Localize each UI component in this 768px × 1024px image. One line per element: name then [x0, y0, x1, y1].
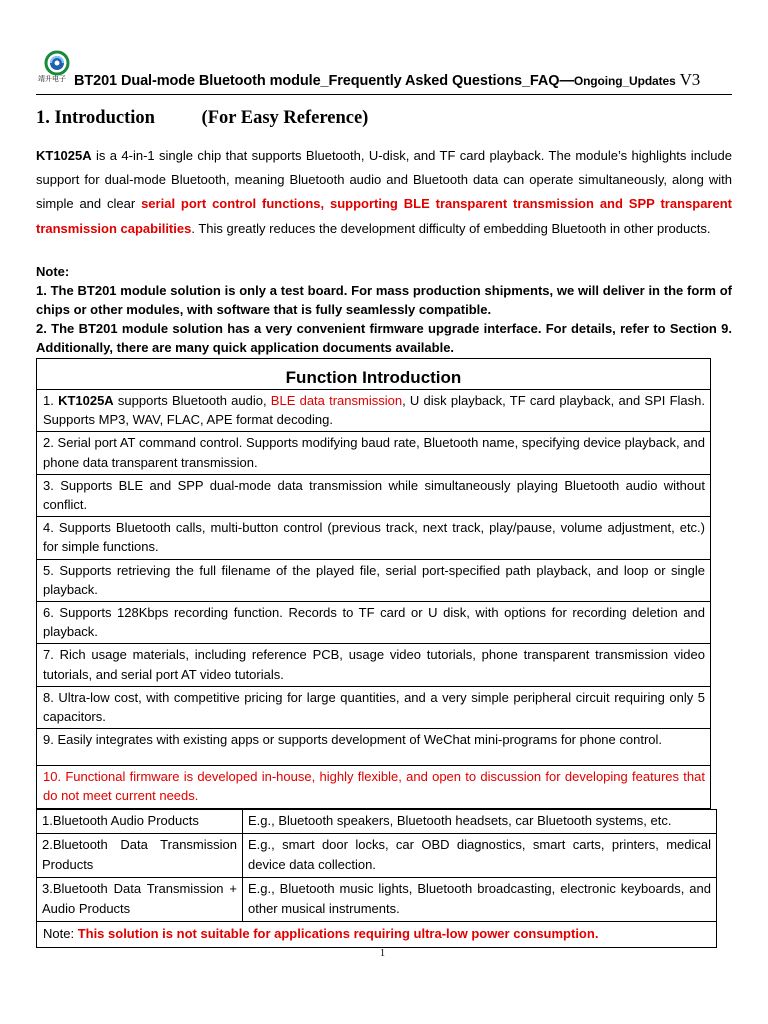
note-block	[36, 262, 732, 357]
function-row: 3. Supports BLE and SPP dual-mode data transmission while simultaneously playing Bluetooth audio without conflict.	[37, 475, 710, 517]
document-title	[74, 70, 700, 90]
note-item: 2. The BT201 module solution has a very convenient firmware upgrade interface. For details, refer to Section 9. Additionally, there are many quick application documents available.	[36, 321, 732, 355]
title-updates: Ongoing_Updates	[573, 74, 676, 88]
app-category: 3.Bluetooth Data Transmission + Audio Products	[37, 877, 243, 921]
table-row	[37, 833, 717, 877]
note-label: Note:	[36, 264, 70, 279]
function-row-text: , U disk playback, TF card playback, and SPI Flash. Supports MP3, WAV, FLAC, APE format decoding.	[43, 393, 705, 428]
function-row-model: KT1025A	[58, 393, 114, 408]
section-subtitle: (For Easy Reference)	[201, 108, 369, 128]
app-note-label: Note:	[43, 925, 78, 941]
section-number: 1.	[36, 108, 50, 128]
function-table-title: Function Introduction	[37, 359, 710, 390]
title-main: BT201 Dual-mode Bluetooth module_Frequently Asked Questions_FAQ	[74, 73, 560, 89]
intro-model: KT1025A	[36, 148, 92, 163]
function-row: 9. Easily integrates with existing apps or supports development of WeChat mini-programs for phone control.	[37, 729, 710, 766]
application-table	[36, 809, 717, 948]
logo-text: 靖升电子	[38, 76, 66, 83]
note-item: 1. The BT201 module solution is only a test board. For mass production shipments, we will deliver in the form of chips or other modules, with software that is fully seamlessly compatible.	[36, 283, 732, 317]
intro-paragraph	[36, 144, 732, 241]
app-examples: E.g., Bluetooth music lights, Bluetooth broadcasting, electronic keyboards, and other musical instruments.	[243, 877, 717, 921]
section-title: Introduction	[54, 108, 155, 128]
function-row: 6. Supports 128Kbps recording function. Records to TF card or U disk, with options for recording deletion and playback.	[37, 602, 710, 644]
page-number: 1	[380, 948, 385, 959]
function-row	[37, 390, 710, 432]
table-row	[37, 877, 717, 921]
function-row: 7. Rich usage materials, including reference PCB, usage video tutorials, phone transparent transmission video tutorials, and serial port AT video tutorials.	[37, 644, 710, 686]
function-row-highlight: 10. Functional firmware is developed in-house, highly flexible, and open to discussion for developing features that do not meet current needs.	[43, 769, 705, 804]
app-note-text: This solution is not suitable for applications requiring ultra-low power consumption.	[77, 925, 599, 941]
intro-highlight: serial port control functions, supporting BLE transparent transmission and SPP transparent transmission capabilities	[36, 196, 732, 236]
page-header	[36, 44, 732, 95]
table-row	[37, 810, 717, 834]
function-row-red: BLE data transmission	[270, 393, 403, 408]
function-row: 2. Serial port AT command control. Supports modifying baud rate, Bluetooth name, specifying device playback, and phone data transparent transmission.	[37, 432, 710, 474]
app-examples: E.g., smart door locks, car OBD diagnostics, smart carts, printers, medical device data collection.	[243, 833, 717, 877]
function-row-text: supports Bluetooth audio,	[113, 393, 271, 408]
app-note	[37, 921, 717, 948]
function-row-prefix: 1.	[43, 393, 59, 408]
intro-text-2: . This greatly reduces the development difficulty of embedding Bluetooth in other products.	[191, 220, 711, 236]
function-row: 8. Ultra-low cost, with competitive pricing for large quantities, and a very simple peripheral circuit requiring only 5 capacitors.	[37, 687, 710, 729]
title-dash: —	[559, 73, 574, 89]
title-version: V3	[679, 70, 701, 89]
function-row: 5. Supports retrieving the full filename of the played file, serial port-specified path playback, and loop or single playback.	[37, 560, 710, 602]
section-heading	[36, 108, 368, 129]
app-category: 2.Bluetooth Data Transmission Products	[37, 833, 243, 877]
intro-text-1: is a 4-in-1 single chip that supports Bluetooth, U-disk, and TF card playback. The module’s highlights include support for dual-mode Bluetooth, meaning Bluetooth audio and Bluetooth data can operate simultaneously, along with simple and clear	[36, 148, 732, 212]
app-category: 1.Bluetooth Audio Products	[37, 810, 243, 834]
table-row	[37, 921, 717, 948]
app-examples: E.g., Bluetooth speakers, Bluetooth headsets, car Bluetooth systems, etc.	[243, 810, 717, 834]
function-row: 4. Supports Bluetooth calls, multi-button control (previous track, next track, play/pause, volume adjustment, etc.) for simple functions.	[37, 517, 710, 559]
function-table	[36, 358, 711, 809]
